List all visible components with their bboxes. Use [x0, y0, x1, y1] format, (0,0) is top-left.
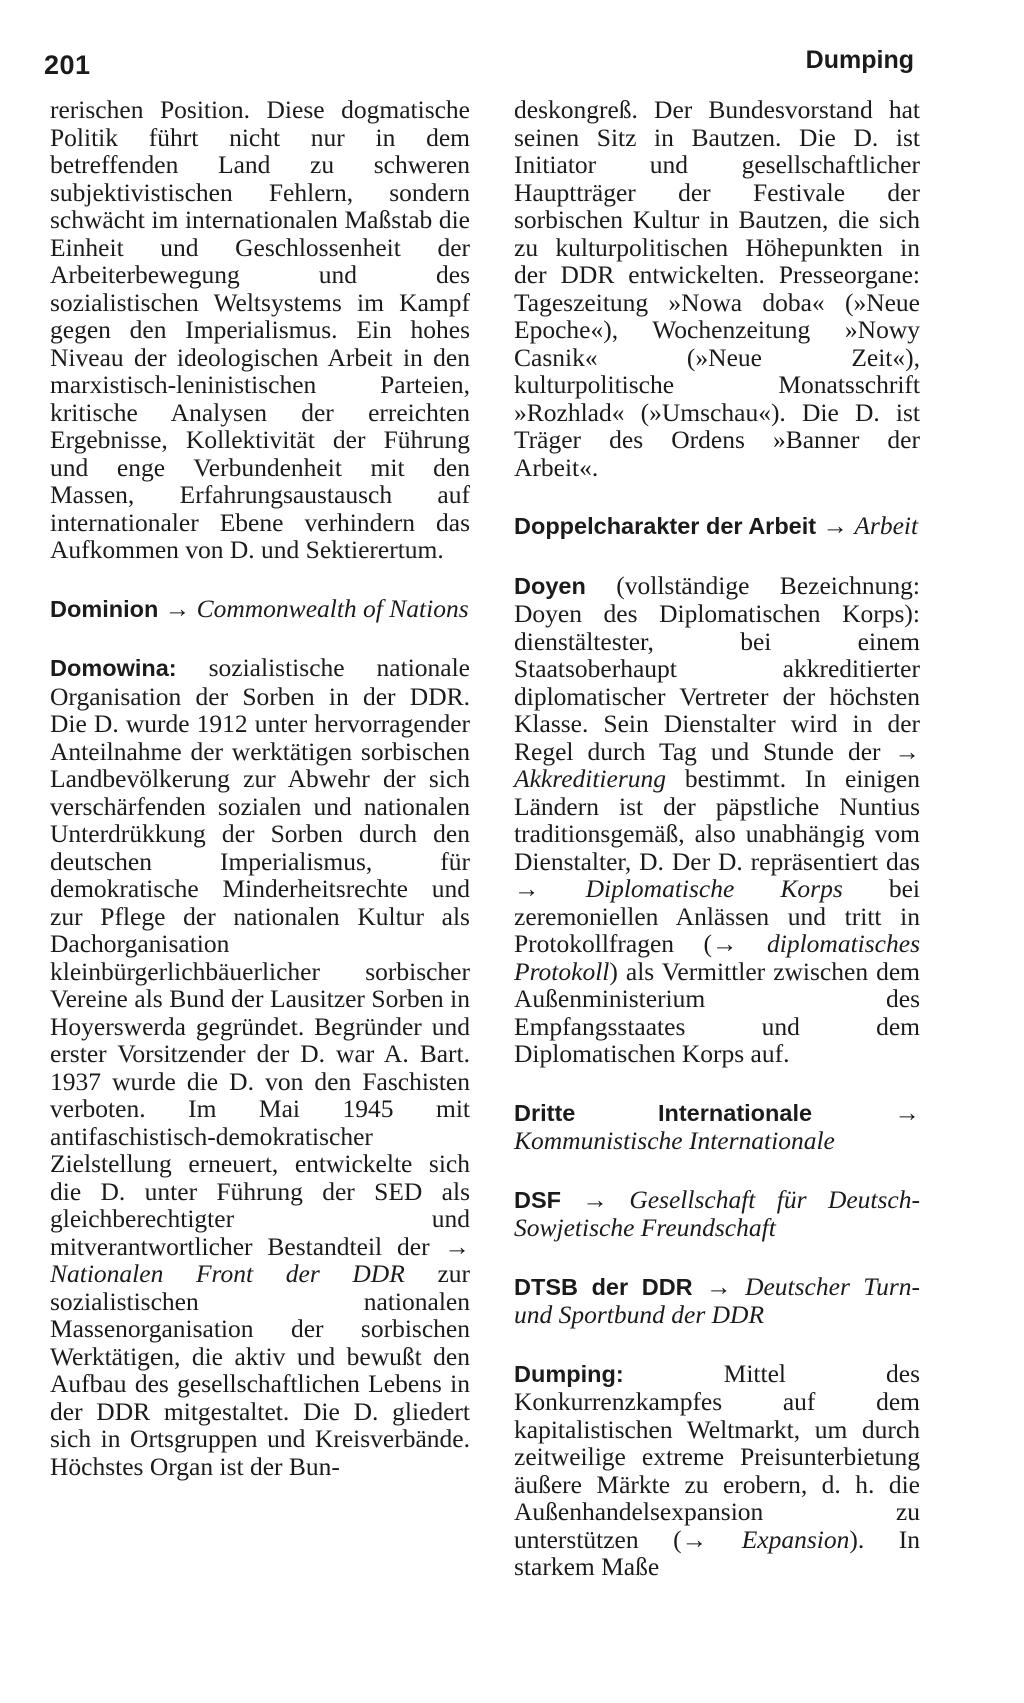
entry-text: sozialistische nationale Organisation der Sorben in der DDR. Die D. wurde 1912 unter hervorragender Anteilnahme der werktätigen sorbischen Landbevölkerung zur Abwehr der sich verschärfenden sozialen und nationalen Unterdrükkung der Sorben durch den deutschen Imperialismus, für demokratische Minderheitsrechte und zur Pflege der nationalen Kultur als Dachorganisation kleinbürgerlichbäuerlicher sorbischer Vereine als Bund der Lausitzer Sorben in Hoyerswerda gegründet. Begründer und erster Vorsitzender der D. war A. Bart. 1937 wurde die D. von den Faschisten verboten. Im Mai 1945 mit antifaschistisch-demokratischer Zielstellung erneuert, entwickelte sich die D. unter Führung der SED als gleichberechtigter und mitverantwortlicher Bestandteil der: [50, 653, 470, 1261]
entry-headword: DTSB der DDR: [514, 1273, 693, 1300]
entry-headword: Domowina:: [50, 655, 177, 681]
cross-reference: Arbeit: [854, 511, 919, 540]
entry-text: zur sozialistischen nationalen Massenorganisation der sorbischen Werktätigen, die aktiv und bewußt den Aufbau des gesellschaftlichen Lebens in der DDR mitgestaltet. Die D. gliedert sich in Ortsgruppen und Kreisverbände. Höchstes Organ ist der Bun-: [50, 1259, 470, 1481]
entry-headword: Dritte Internationale: [514, 1099, 813, 1126]
entry-text: ). In starkem Maße: [514, 1524, 921, 1581]
cross-reference-arrow: →: [706, 1271, 732, 1301]
entry-dumping: [514, 1360, 920, 1581]
entry-dtsb: [514, 1273, 920, 1329]
cross-reference-arrow: →: [822, 511, 848, 540]
cross-reference: Deutscher Turn- und Sportbund der DDR: [514, 1271, 921, 1329]
cross-reference-arrow: →: [444, 1231, 470, 1261]
entry-domowina: [50, 654, 470, 1480]
right-column: [514, 96, 920, 1581]
cross-reference-arrow: →: [582, 1184, 608, 1214]
cross-reference-arrow: →: [681, 1524, 708, 1554]
left-column: [50, 96, 470, 1480]
entry-dsf: [514, 1186, 920, 1242]
cross-reference-arrow: →: [164, 593, 191, 623]
entry-doyen: [514, 572, 920, 1068]
cross-reference: Kommunistische Internationale: [514, 1126, 835, 1155]
entry-text: Mittel des Konkurrenzkampfes auf dem kapitalistischen Weltmarkt, um durch zeitweilige extreme Preisunterbietung äußere Märkte zu erobern, d. h. die Außenhandelsexpansion zu unterstützen (: [514, 1358, 920, 1554]
entry-text: bei zeremoniellen Anlässen und tritt in Protokollfragen (: [514, 874, 921, 958]
running-head: Dumping: [805, 46, 914, 74]
entry-headword: Doyen: [514, 572, 586, 599]
entry-doppelcharakter: [514, 512, 920, 541]
cross-reference-arrow: →: [514, 874, 540, 903]
entry-headword: Dominion: [50, 595, 159, 622]
entry-text: deskongreß. Der Bundesvorstand hat seinen Sitz in Bautzen. Die D. ist Initiator und gesellschaftlicher Hauptträger der Festivale der sorbischen Kultur in Bautzen, die sich zu kulturpolitischen Höhepunkten in der DDR entwickelten. Presseorgane: Tageszeitung »Nowa doba« (»Neue Epoche«), Wochenzeitung »Nowy Casnik« (»Neue Zeit«), kulturpolitische Monatsschrift »Rozhlad« (»Umschau«). Die D. ist Träger des Ordens »Banner der Arbeit«.: [514, 95, 920, 482]
entry-headword: Doppelcharakter der Arbeit: [514, 513, 817, 539]
entry-dominion: [50, 595, 470, 624]
cross-reference-arrow: →: [894, 1097, 920, 1127]
cross-reference: Expansion: [741, 1524, 850, 1554]
entry-text: (vollständige Bezeichnung: Doyen des Diplomatischen Korps): dienstältester, bei einem Staatsoberhaupt akkreditierter diplomatischer Vertreter der höchsten Klasse. Sein Dienstalter wird in der Regel durch Tag und Stunde der: [514, 570, 921, 766]
entry-headword: Dumping:: [514, 1360, 624, 1387]
entry-dritte-internationale: [514, 1099, 920, 1155]
cross-reference: Diplomatische Korps: [585, 874, 843, 903]
entry-text: rerischen Position. Diese dogmatische Politik führt nicht nur in dem betreffenden Land zu schweren subjektivistischen Fehlern, sondern schwächt im internationalen Maßstab die Einheit und Geschlossenheit der Arbeiterbewegung und des sozialistischen Weltsystems im Kampf gegen den Imperialismus. Ein hohes Niveau der ideologischen Arbeit in den marxistisch-leninistischen Parteien, kritische Analysen der erreichten Ergebnisse, Kollektivität der Führung und enge Verbundenheit mit den Massen, Erfahrungsaustausch auf internationaler Ebene verhindern das Aufkommen von D. und Sektierertum.: [50, 95, 470, 564]
cross-reference: Nationalen Front der DDR: [50, 1259, 405, 1288]
entry-text: ) als Vermittler zwischen dem Außenministerium des Empfangsstaates und dem Diplomatischen Korps auf.: [514, 956, 920, 1068]
cross-reference: Gesellschaft für Deutsch-Sowjetische Freundschaft: [514, 1184, 920, 1242]
cross-reference-arrow: →: [894, 736, 920, 766]
entry-text: bestimmt. In einigen Ländern ist der päpstliche Nuntius traditionsgemäß, also unabhängig vom Dienstalter, D. Der D. repräsentiert das: [514, 764, 920, 876]
cross-reference-arrow: →: [712, 929, 738, 958]
entry-continuation: [50, 96, 470, 564]
entry-continuation: [514, 96, 920, 481]
cross-reference: diplomatisches Protokoll: [514, 929, 920, 986]
cross-reference: Akkreditierung: [514, 764, 667, 793]
page-number: 201: [44, 50, 91, 80]
cross-reference: Commonwealth of Nations: [196, 593, 469, 623]
entry-headword: DSF: [514, 1186, 561, 1213]
